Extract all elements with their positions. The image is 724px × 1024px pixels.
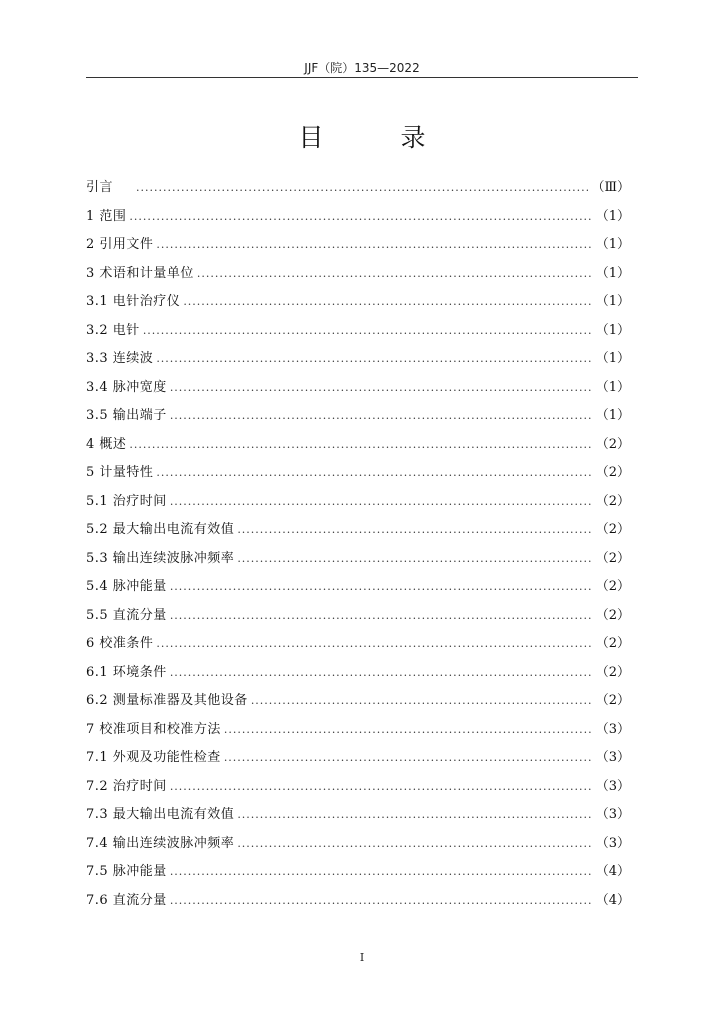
page-title: 目 录 [298, 123, 452, 152]
toc-entry-page: （1） [595, 351, 630, 366]
toc-dot-leader [170, 773, 593, 802]
toc-entry[interactable] [86, 716, 630, 745]
toc-entry[interactable] [86, 830, 630, 859]
toc-entry-page: （1） [595, 208, 630, 224]
toc-entry-label: 2 引用文件 [86, 237, 154, 252]
toc-dot-leader [237, 801, 592, 830]
toc-entry-label: 6 校准条件 [86, 636, 154, 651]
toc-entry-label: 7.1 外观及功能性检查 [86, 750, 221, 765]
toc-dot-leader [143, 317, 593, 346]
toc-entry[interactable] [86, 174, 630, 203]
toc-entry-page: （2） [595, 636, 630, 651]
toc-dot-leader [237, 516, 592, 545]
toc-dot-leader [170, 858, 593, 887]
toc-entry-label: 5.5 直流分量 [86, 607, 167, 623]
toc-entry-page: （1） [595, 379, 630, 395]
toc-entry-page: （2） [595, 693, 630, 708]
toc-entry[interactable] [86, 288, 630, 317]
toc-entry[interactable] [86, 602, 630, 631]
toc-entry[interactable] [86, 488, 630, 517]
toc-entry[interactable] [86, 459, 630, 488]
toc-entry-page: （2） [595, 664, 630, 680]
toc-entry-label: 6.1 环境条件 [86, 664, 167, 680]
toc-entry[interactable] [86, 402, 630, 431]
toc-entry[interactable] [86, 858, 630, 887]
toc-entry-page: （3） [595, 835, 630, 851]
toc-entry[interactable] [86, 203, 630, 232]
toc-entry[interactable] [86, 545, 630, 574]
toc-entry[interactable] [86, 345, 630, 374]
toc-entry-page: （3） [595, 721, 630, 737]
table-of-contents [86, 174, 630, 915]
toc-entry-label: 引言 [86, 180, 114, 195]
toc-entry-label: 7 校准项目和校准方法 [86, 721, 221, 737]
toc-entry-label: 5.1 治疗时间 [86, 493, 167, 509]
toc-entry-page: （3） [595, 807, 630, 822]
toc-entry[interactable] [86, 317, 630, 346]
toc-entry-page: （Ⅲ） [591, 180, 630, 195]
toc-dot-leader [170, 602, 593, 631]
toc-dot-leader [170, 402, 593, 431]
toc-entry-page: （4） [595, 892, 630, 908]
toc-entry[interactable] [86, 744, 630, 773]
toc-entry[interactable] [86, 573, 630, 602]
toc-entry-page: （2） [595, 522, 630, 537]
toc-entry-page: （2） [595, 493, 630, 509]
running-header: JJF（院）135—2022 [304, 61, 420, 75]
toc-entry-label: 3.2 电针 [86, 322, 140, 338]
toc-dot-leader [129, 431, 592, 460]
toc-entry[interactable] [86, 231, 630, 260]
toc-entry-page: （2） [595, 607, 630, 623]
toc-entry-page: （1） [595, 265, 630, 281]
toc-entry-label: 7.4 输出连续波脉冲频率 [86, 835, 235, 851]
toc-entry-label: 7.5 脉冲能量 [86, 864, 167, 879]
toc-dot-leader [237, 545, 592, 574]
toc-entry-label: 7.2 治疗时间 [86, 778, 167, 794]
toc-entry-page: （3） [595, 778, 630, 794]
toc-dot-leader [170, 887, 593, 916]
toc-entry-label: 6.2 测量标准器及其他设备 [86, 693, 248, 708]
toc-dot-leader [251, 687, 593, 716]
toc-dot-leader [170, 374, 593, 403]
toc-entry[interactable] [86, 887, 630, 916]
toc-entry-label: 5.4 脉冲能量 [86, 579, 167, 594]
toc-dot-leader [156, 231, 592, 260]
toc-entry-label: 5 计量特性 [86, 465, 154, 480]
toc-entry-page: （2） [595, 436, 630, 452]
toc-entry-label: 3 术语和计量单位 [86, 265, 194, 281]
toc-entry[interactable] [86, 687, 630, 716]
toc-dot-leader [224, 716, 593, 745]
toc-dot-leader [136, 174, 588, 203]
toc-entry[interactable] [86, 630, 630, 659]
toc-entry[interactable] [86, 659, 630, 688]
toc-entry-label: 5.2 最大输出电流有效值 [86, 522, 235, 537]
page-number: I [359, 951, 365, 964]
toc-entry-label: 7.6 直流分量 [86, 892, 167, 908]
toc-dot-leader [170, 573, 593, 602]
toc-entry-label: 3.3 连续波 [86, 351, 154, 366]
toc-entry-page: （1） [595, 294, 630, 309]
toc-entry-page: （1） [595, 237, 630, 252]
toc-dot-leader [197, 260, 593, 289]
toc-entry-page: （2） [595, 579, 630, 594]
toc-entry-label: 3.1 电针治疗仪 [86, 294, 181, 309]
toc-dot-leader [183, 288, 592, 317]
toc-entry[interactable] [86, 516, 630, 545]
toc-entry-page: （1） [595, 322, 630, 338]
toc-dot-leader [170, 488, 593, 517]
toc-dot-leader [170, 659, 593, 688]
header-rule [86, 77, 638, 78]
toc-entry[interactable] [86, 431, 630, 460]
toc-dot-leader [224, 744, 593, 773]
toc-dot-leader [156, 630, 592, 659]
toc-entry[interactable] [86, 374, 630, 403]
toc-entry-page: （4） [595, 864, 630, 879]
toc-entry[interactable] [86, 260, 630, 289]
toc-entry-label: 3.5 输出端子 [86, 408, 167, 423]
toc-entry[interactable] [86, 801, 630, 830]
toc-entry[interactable] [86, 773, 630, 802]
toc-entry-page: （2） [595, 465, 630, 480]
toc-entry-label: 1 范围 [86, 208, 127, 224]
toc-dot-leader [129, 203, 592, 232]
toc-entry-label: 5.3 输出连续波脉冲频率 [86, 550, 235, 566]
toc-entry-page: （1） [595, 408, 630, 423]
toc-dot-leader [237, 830, 592, 859]
toc-dot-leader [156, 459, 592, 488]
toc-entry-label: 7.3 最大输出电流有效值 [86, 807, 235, 822]
toc-dot-leader [156, 345, 592, 374]
toc-entry-page: （3） [595, 750, 630, 765]
toc-entry-label: 3.4 脉冲宽度 [86, 379, 167, 395]
toc-entry-label: 4 概述 [86, 436, 127, 452]
toc-entry-page: （2） [595, 550, 630, 566]
